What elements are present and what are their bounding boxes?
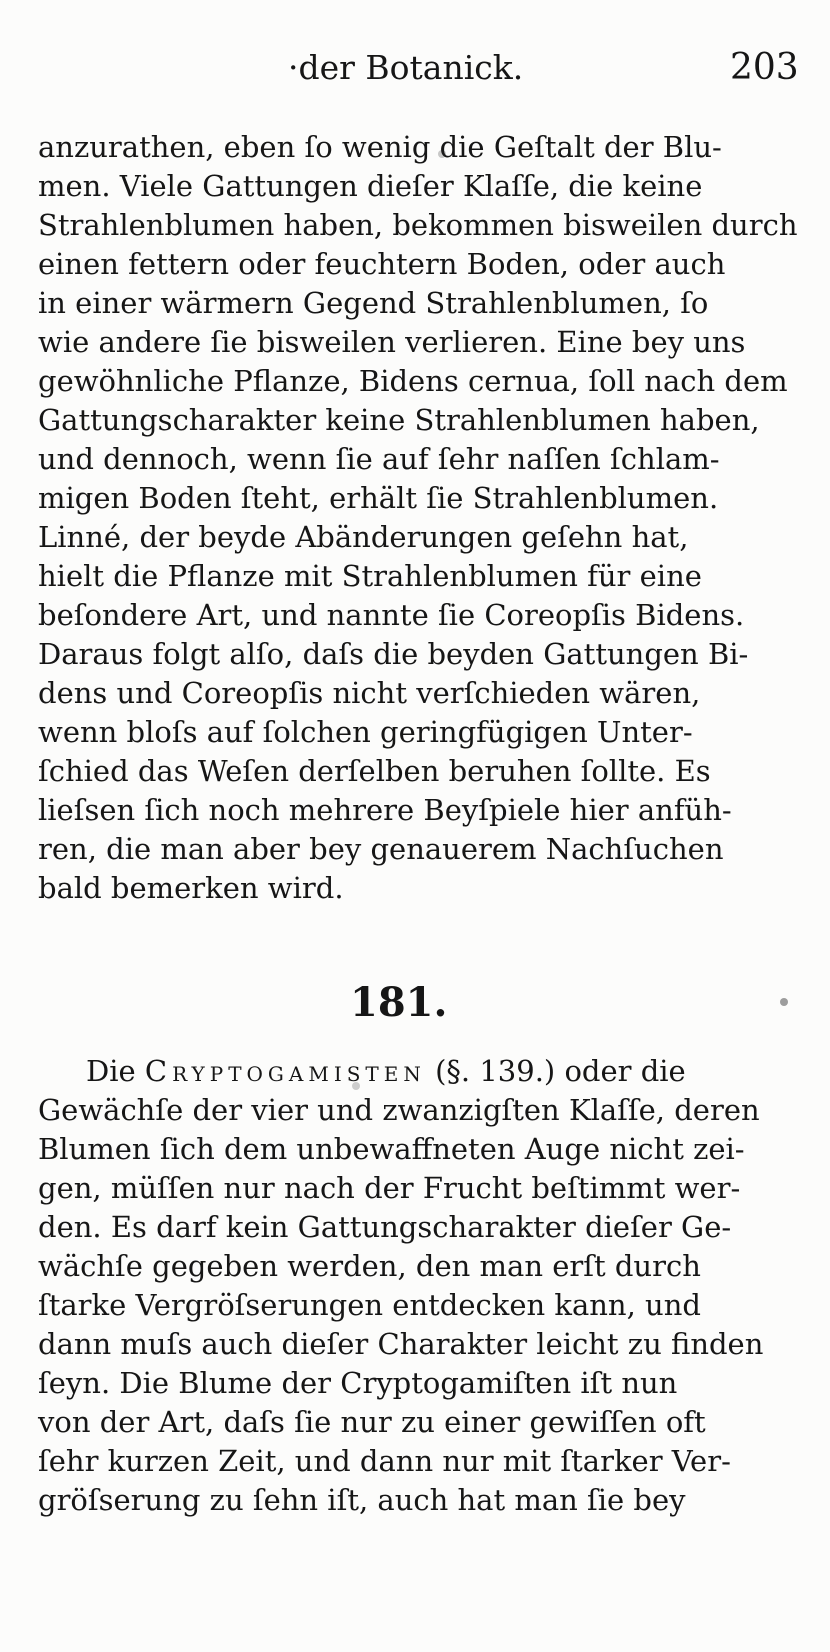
section-number: 181. — [350, 979, 448, 1026]
paragraph-1-line: einen fettern oder feuchtern Boden, oder auch — [38, 247, 726, 281]
paragraph-1-line: ren, die man aber bey genauerem Nachſuchen — [38, 832, 724, 866]
paragraph-1-line: dens und Coreopſis nicht verſchieden wären, — [38, 676, 701, 710]
paragraph-2-line: gen, müſſen nur nach der Frucht beſtimmt wer- — [38, 1171, 741, 1205]
paragraph-1-line: migen Boden ſteht, erhält ſie Strahlenblumen. — [38, 481, 719, 515]
paragraph-2-line: Gewächſe der vier und zwanzigſten Klaſſe, deren — [38, 1093, 760, 1127]
paragraph-1-line: bald bemerken wird. — [38, 871, 344, 905]
paragraph-1-line: anzurathen, eben ſo wenig die Geſtalt der Blu- — [38, 130, 722, 164]
page-header — [0, 46, 830, 94]
paragraph-1-line: gewöhnliche Pflanze, Bidens cernua, ſoll nach dem — [38, 364, 788, 398]
paragraph-1-line: Daraus folgt alſo, daſs die beyden Gattungen Bi- — [38, 637, 749, 671]
paragraph-2-line: Blumen ſich dem unbewaffneten Auge nicht zei- — [38, 1132, 745, 1166]
paragraph-1-line: Strahlenblumen haben, bekommen bisweilen durch — [38, 208, 798, 242]
paragraph-2-line: den. Es darf kein Gattungscharakter dieſer Ge- — [38, 1210, 732, 1244]
paragraph-2-line: gröſserung zu ſehn iſt, auch hat man ſie bey — [38, 1483, 686, 1517]
paragraph-2-line: wächſe gegeben werden, den man erſt durch — [38, 1249, 701, 1283]
ink-speck — [780, 998, 788, 1006]
paragraph-1-line: Gattungscharakter keine Strahlenblumen haben, — [38, 403, 760, 437]
paragraph-2-first-line — [38, 1052, 798, 1091]
paragraph-2-line: ſehr kurzen Zeit, und dann nur mit ſtarker Ver- — [38, 1444, 731, 1478]
paragraph-1-line: wie andere ſie bisweilen verlieren. Eine bey uns — [38, 325, 746, 359]
paragraph-1-line: und dennoch, wenn ſie auf ſehr naſſen ſchlam- — [38, 442, 720, 476]
paragraph-1-line: in einer wärmern Gegend Strahlenblumen, ſo — [38, 286, 709, 320]
paragraph-2-first-line-tail: (§. 139.) oder die — [425, 1054, 686, 1088]
paragraph-1-line: wenn bloſs auf ſolchen geringfügigen Unter- — [38, 715, 693, 749]
paragraph-2-lead: Die — [86, 1054, 145, 1088]
paragraph-1-line: men. Viele Gattungen dieſer Klaſſe, die keine — [38, 169, 703, 203]
paragraph-1-line: Linné, der beyde Abänderungen geſehn hat, — [38, 520, 689, 554]
ink-speck — [438, 150, 446, 158]
paragraph-1 — [38, 128, 798, 908]
paragraph-2-line: von der Art, daſs ſie nur zu einer gewiſſen oft — [38, 1405, 706, 1439]
paragraph-1-line: ſchied das Weſen derſelben beruhen ſollte. Es — [38, 754, 711, 788]
paragraph-2-line: ſeyn. Die Blume der Cryptogamiſten iſt nun — [38, 1366, 678, 1400]
page-number: 203 — [730, 47, 799, 88]
paragraph-2-line: dann muſs auch dieſer Charakter leicht zu finden — [38, 1327, 764, 1361]
paragraph-1-line: beſondere Art, und nannte ſie Coreopſis Bidens. — [38, 598, 745, 632]
cryptogamisten-term: Cryptogamisten — [144, 1054, 426, 1088]
ink-speck — [352, 1082, 360, 1090]
paragraph-1-line: lieſsen ſich noch mehrere Beyſpiele hier anfüh- — [38, 793, 732, 827]
paragraph-1-line: hielt die Pflanze mit Strahlenblumen für eine — [38, 559, 702, 593]
running-title: ·der Botanick. — [288, 48, 524, 87]
paragraph-2 — [38, 1052, 798, 1520]
paragraph-2-line: ſtarke Vergröſserungen entdecken kann, und — [38, 1288, 701, 1322]
